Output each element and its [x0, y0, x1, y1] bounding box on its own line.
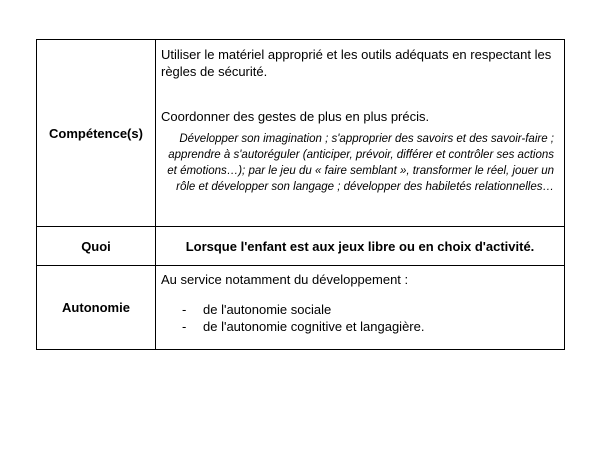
- bullet-dash: -: [182, 302, 187, 317]
- list-item: [182, 318, 558, 335]
- row-content-competences: [156, 40, 565, 227]
- bullet-text: de l'autonomie cognitive et langagière.: [203, 319, 425, 334]
- row-content-autonomie: [156, 266, 565, 350]
- competence-paragraph-gestures: Coordonner des gestes de plus en plus précis.: [161, 109, 430, 124]
- competence-paragraph-tools: Utiliser le matériel approprié et les outils adéquats en respectant les règles de sécurité.: [161, 47, 552, 79]
- row-label-autonomie: Autonomie: [37, 266, 156, 350]
- list-item: [182, 301, 558, 318]
- competence-italic-note: Développer son imagination ; s'approprier des savoirs et des savoir-faire ; apprendre à s'autoréguler (anticiper, prévoir, différer et contrôler ses actions et émotions…); par le jeu du « faire semblant », transformer le réel, jouer un rôle et développer son langage ; développer des habiletés relationnelles…: [167, 133, 554, 193]
- row-label-competences: Compétence(s): [37, 40, 156, 227]
- bullet-dash: -: [182, 319, 187, 334]
- row-label-quoi: Quoi: [37, 227, 156, 266]
- row-content-quoi: Lorsque l'enfant est aux jeux libre ou en choix d'activité.: [156, 227, 565, 266]
- bullet-text: de l'autonomie sociale: [203, 302, 332, 317]
- autonomie-intro: Au service notamment du développement :: [161, 272, 409, 287]
- table-row-autonomie: [37, 266, 565, 350]
- autonomie-bullet-list: [161, 301, 558, 335]
- table-row-competences: [37, 40, 565, 227]
- table-row-quoi: [37, 227, 565, 266]
- competence-table: [36, 39, 565, 350]
